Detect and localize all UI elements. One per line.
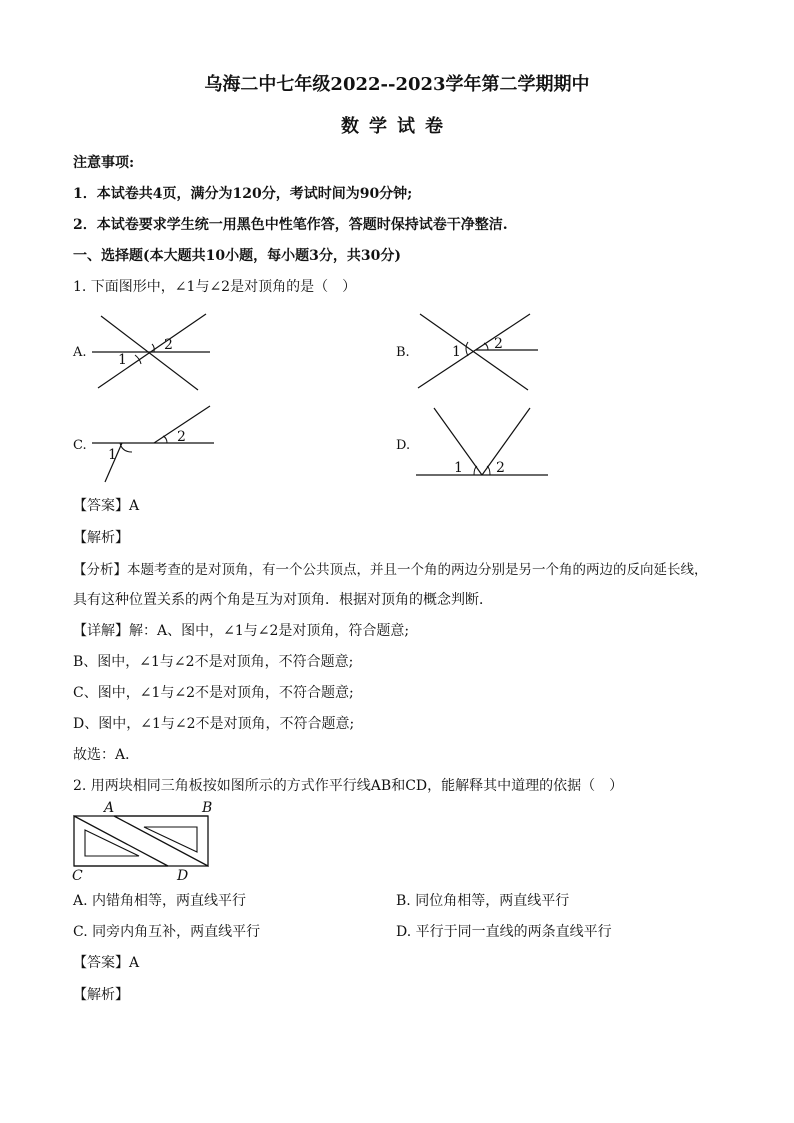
q2-option-d: D. 平行于同一直线的两条直线平行 <box>396 924 612 940</box>
q2-option-b: B. 同位角相等，两直线平行 <box>396 893 570 909</box>
notes-item: 2．本试卷要求学生统一用黑色中性笔作答，答题时保持试卷干净整洁. <box>73 217 508 233</box>
q2-option-a: A. 内错角相等，两直线平行 <box>73 893 247 909</box>
q1c-angle-1: 1 <box>108 447 117 463</box>
q1-figure-c <box>88 402 218 487</box>
q1-figure-a <box>88 310 218 395</box>
q1d-angle-2: 2 <box>496 460 505 476</box>
q1-option-a-label: A. <box>73 345 87 360</box>
q1a-angle-1: 1 <box>118 352 127 368</box>
q1-analysis-heading: 【解析】 <box>73 530 129 546</box>
q1-option-b-label: B. <box>396 345 410 360</box>
q1-detail-a: 【详解】解：A、图中，∠1与∠2是对顶角，符合题意; <box>73 623 410 639</box>
q2-figure <box>68 800 218 882</box>
q1-detail-c: C、图中，∠1与∠2不是对顶角，不符合题意; <box>73 685 354 701</box>
question-2-stem: 2. 用两块相同三角板按如图所示的方式作平行线AB和CD，能解释其中道理的依据（ ） <box>73 778 624 794</box>
q2-option-c: C. 同旁内角互补，两直线平行 <box>73 924 261 940</box>
q1c-angle-2: 2 <box>177 429 186 445</box>
q1d-angle-1: 1 <box>454 460 463 476</box>
q1b-angle-2: 2 <box>494 336 503 352</box>
q1-conclusion: 故选：A． <box>73 747 140 763</box>
q2-analysis-heading: 【解析】 <box>73 987 129 1003</box>
q1-figure-b <box>410 310 540 395</box>
section-heading: 一、选择题(本大题共10小题，每小题3分，共30分) <box>73 248 401 264</box>
q2-label-a: A <box>104 800 115 816</box>
q2-label-c: C <box>72 868 83 884</box>
exam-title: 乌海二中七年级2022--2023学年第二学期期中 <box>204 74 590 95</box>
q2-answer: 【答案】A <box>73 955 140 971</box>
q2-label-b: B <box>202 800 213 816</box>
q1-answer: 【答案】A <box>73 498 140 514</box>
q1-option-d-label: D. <box>396 438 411 453</box>
q2-label-d: D <box>177 868 189 884</box>
q1-option-c-label: C. <box>73 438 87 453</box>
notes-heading: 注意事项: <box>73 155 135 171</box>
q1-detail-b: B、图中，∠1与∠2不是对顶角，不符合题意; <box>73 654 354 670</box>
q1-analysis-cont: 具有这种位置关系的两个角是互为对顶角．根据对顶角的概念判断． <box>73 592 493 608</box>
q1-figure-d <box>414 402 554 487</box>
notes-item: 1．本试卷共4页，满分为120分，考试时间为90分钟; <box>73 186 413 202</box>
q1-detail-d: D、图中，∠1与∠2不是对顶角，不符合题意; <box>73 716 355 732</box>
exam-subtitle: 数学试卷 <box>341 116 453 137</box>
q1b-angle-1: 1 <box>452 344 461 360</box>
question-1-stem: 1. 下面图形中，∠1与∠2是对顶角的是（ ） <box>73 279 357 295</box>
q1-analysis: 【分析】本题考查的是对顶角，有一个公共顶点，并且一个角的两边分别是另一个角的两边的反向延长线， <box>73 562 708 578</box>
q1a-angle-2: 2 <box>164 337 173 353</box>
